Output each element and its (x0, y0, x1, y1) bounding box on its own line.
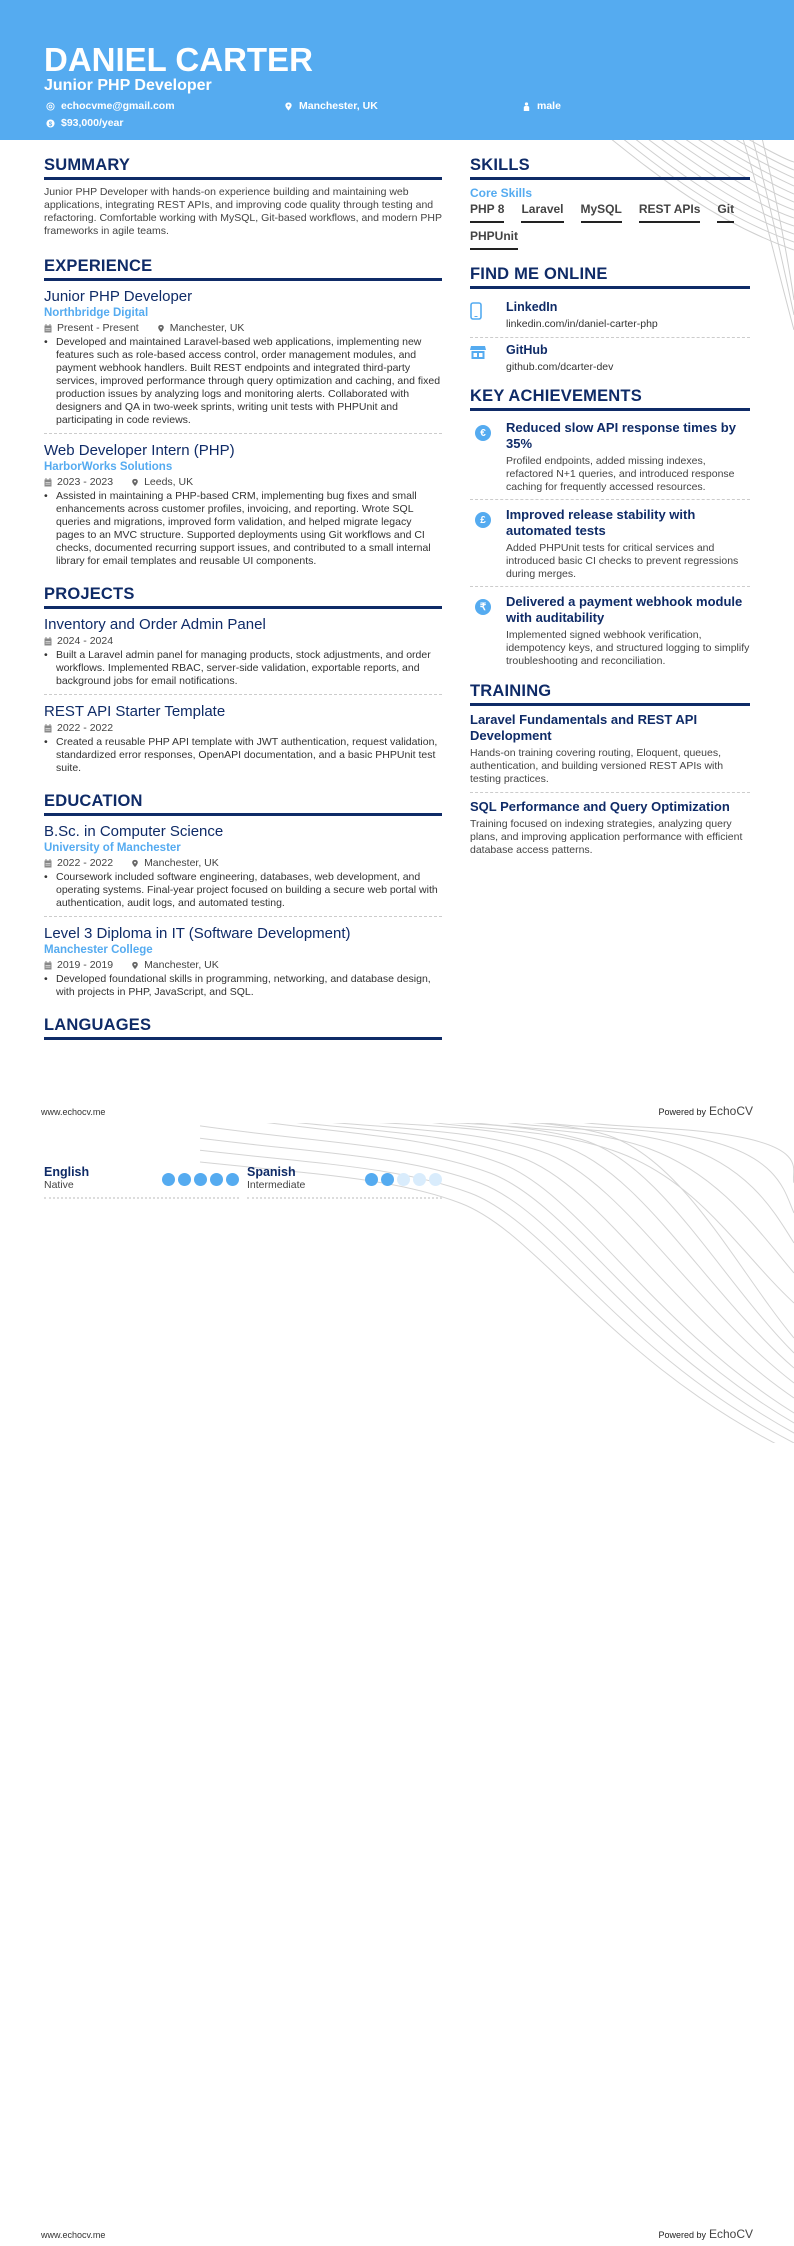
school-name: University of Manchester (44, 842, 181, 854)
language-name: Spanish (247, 1165, 296, 1179)
skill-tag: REST APIs (639, 202, 701, 223)
skill-tag: Laravel (521, 202, 563, 223)
resume-header (0, 0, 794, 140)
map-pin-icon (131, 478, 139, 487)
proficiency-dots (365, 1165, 442, 1186)
projects-section (44, 584, 442, 781)
brand-name: EchoCV (708, 2227, 753, 2241)
achievement-title: Reduced slow API response times by 35% (506, 420, 736, 451)
skill-tag: Git (717, 202, 734, 223)
money-icon (46, 119, 55, 128)
skills-subheading: Core Skills (470, 186, 533, 200)
training-desc: Hands-on training covering routing, Eloquent, queues, authentication, and building versioned REST APIs with testing practices. (470, 747, 724, 785)
project-entry (44, 702, 442, 781)
achievement-desc: Implemented signed webhook verification, idempotency keys, and structured logging to simplify troubleshooting and reconciliation. (506, 629, 750, 667)
contact-gender: male (522, 100, 561, 112)
achievement-desc: Profiled endpoints, added missing indexes, refactored N+1 queries, and introduced response caching for frequently accessed resources. (506, 455, 735, 493)
right-column (470, 155, 750, 869)
skill-tag: PHP 8 (470, 202, 504, 223)
training-title: SQL Performance and Query Optimization (470, 799, 730, 814)
summary-section (44, 155, 442, 238)
skills-list (470, 202, 750, 250)
calendar-icon (44, 859, 52, 868)
school-name: Manchester College (44, 944, 153, 956)
training-section (470, 681, 750, 863)
section-heading: TRAINING (470, 681, 750, 706)
company-name: Northbridge Digital (44, 307, 149, 319)
achievement-item (470, 504, 750, 587)
entry-bullet: • Created a reusable PHP API template with JWT authentication, request validation, standardized error responses, OpenAPI documentation, and a basic PHPUnit test suite. (44, 736, 438, 774)
section-heading: KEY ACHIEVEMENTS (470, 386, 750, 411)
skills-section (470, 155, 750, 250)
skill-tag: MySQL (581, 202, 622, 223)
powered-by: Powered by EchoCV (658, 1104, 753, 1118)
page-footer (41, 1104, 753, 1118)
powered-by: Powered by EchoCV (658, 2227, 753, 2241)
project-title: REST API Starter Template (44, 703, 226, 720)
online-link-github[interactable] (470, 338, 750, 380)
section-heading: SKILLS (470, 155, 750, 180)
entry-bullet: • Assisted in maintaining a PHP-based CRM, implementing bug fixes and small enhancements across customer profiles, invoicing, and reporting. Wrote SQL queries and migrations, improved form validation, and helped migrate legacy pages to an MVC structure. Supported deployments using Git workflows and CI checks, documented recurring support issues, and contributed to a small internal library for email templates and reusable UI components. (44, 490, 431, 567)
company-name: HarborWorks Solutions (44, 461, 173, 473)
calendar-icon (44, 724, 52, 733)
map-pin-icon (131, 961, 139, 970)
education-section (44, 791, 442, 1005)
proficiency-dots (162, 1165, 239, 1186)
entry-bullet: • Built a Laravel admin panel for managing products, stock adjustments, and order workflows. Implemented RBAC, server-side validation, exportable reports, and background jobs for email notifications. (44, 649, 431, 687)
section-heading: LANGUAGES (44, 1015, 442, 1040)
footer-url[interactable]: www.echocv.me (41, 2230, 106, 2240)
pound-icon: £ (475, 512, 491, 528)
summary-text: Junior PHP Developer with hands-on experience building and maintaining web applications, integrating REST APIs, and improving code quality through testing and refactoring. Comfortable working with MySQL, Git-based workflows, and modern PHP frameworks in agile teams. (44, 186, 442, 237)
candidate-title: Junior PHP Developer (44, 77, 212, 94)
contact-salary: $ $93,000/year (46, 117, 123, 129)
map-pin-icon (157, 324, 165, 333)
contact-location: Manchester, UK (284, 100, 378, 112)
section-heading: FIND ME ONLINE (470, 264, 750, 289)
entry-bullet: • Developed foundational skills in programming, networking, and database design, with projects in PHP, JavaScript, and SQL. (44, 973, 431, 998)
achievement-item (470, 591, 750, 673)
language-name: English (44, 1165, 90, 1179)
online-url[interactable]: linkedin.com/in/daniel-carter-php (506, 318, 658, 330)
brand-name: EchoCV (708, 1104, 753, 1118)
entry-meta: 2023 - 2023 Leeds, UK (44, 476, 442, 489)
calendar-icon (44, 324, 52, 333)
achievement-title: Delivered a payment webhook module with auditability (506, 594, 743, 625)
section-heading: SUMMARY (44, 155, 442, 180)
language-level: Intermediate (247, 1179, 306, 1191)
achievement-title: Improved release stability with automated tests (506, 507, 696, 538)
job-title: Web Developer Intern (PHP) (44, 442, 235, 459)
entry-meta: 2022 - 2022 Manchester, UK (44, 857, 442, 870)
calendar-icon (44, 478, 52, 487)
calendar-icon (44, 637, 52, 646)
phone-icon (470, 302, 482, 320)
online-label: LinkedIn (506, 300, 558, 314)
euro-icon: € (475, 425, 491, 441)
training-desc: Training focused on indexing strategies, analyzing query plans, and improving application performance with efficient database access patterns. (470, 818, 743, 856)
languages-section (44, 1015, 442, 1040)
experience-section (44, 256, 442, 574)
language-item (247, 1165, 442, 1199)
section-heading: PROJECTS (44, 584, 442, 609)
entry-meta: Present - Present Manchester, UK (44, 322, 442, 335)
map-pin-icon (131, 859, 139, 868)
language-level: Native (44, 1179, 74, 1191)
rupee-icon: ₹ (475, 599, 491, 615)
job-title: Junior PHP Developer (44, 288, 193, 305)
online-url[interactable]: github.com/dcarter-dev (506, 361, 614, 373)
entry-meta: 2022 - 2022 (44, 722, 442, 735)
degree-title: B.Sc. in Computer Science (44, 823, 224, 840)
entry-meta: 2024 - 2024 (44, 635, 442, 648)
online-section (470, 264, 750, 380)
achievement-desc: Added PHPUnit tests for critical services and introduced basic CI checks to prevent regressions during merges. (506, 542, 739, 580)
skill-tag: PHPUnit (470, 229, 518, 250)
language-item (44, 1165, 239, 1199)
education-entry (44, 924, 442, 1005)
entry-bullet: • Developed and maintained Laravel-based web applications, implementing new features such as role-based access control, order management modules, and payment webhook handlers. Built REST endpoints and integrated third-party services, improved performance through query optimization and caching, and fixed production issues by analyzing logs and monitoring alerts. Collaborated with designers and QA in two-week sprints, writing unit tests with PHPUnit and participating in code reviews. (44, 336, 441, 426)
svg-text:$: $ (48, 120, 53, 128)
section-heading: EDUCATION (44, 791, 442, 816)
calendar-icon (44, 961, 52, 970)
at-icon (46, 102, 55, 111)
candidate-name: DANIEL CARTER (44, 41, 313, 78)
achievements-section (470, 386, 750, 673)
languages-list (44, 1165, 442, 1199)
education-entry (44, 822, 442, 917)
entry-bullet: • Coursework included software engineering, databases, web development, and operating systems. Final-year project focused on building a secure web portal with authentication, audit logs, and automated testing. (44, 871, 438, 909)
footer-url[interactable]: www.echocv.me (41, 1107, 106, 1117)
entry-meta: 2019 - 2019 Manchester, UK (44, 959, 442, 972)
project-title: Inventory and Order Admin Panel (44, 616, 266, 633)
experience-entry (44, 287, 442, 434)
online-link-linkedin[interactable] (470, 295, 750, 338)
resume-page-2 (0, 1123, 794, 2246)
map-pin-icon (284, 102, 293, 111)
person-icon (522, 102, 531, 111)
project-entry (44, 615, 442, 695)
online-label: GitHub (506, 343, 548, 357)
training-title: Laravel Fundamentals and REST API Development (470, 712, 698, 743)
degree-title: Level 3 Diploma in IT (Software Development) (44, 925, 351, 942)
left-column (44, 155, 442, 1046)
store-icon (470, 345, 486, 360)
page-footer (41, 2227, 753, 2241)
experience-entry (44, 441, 442, 574)
training-item (470, 712, 750, 793)
contact-email[interactable]: echocvme@gmail.com (46, 100, 175, 112)
training-item (470, 799, 750, 863)
section-heading: EXPERIENCE (44, 256, 442, 281)
achievement-item (470, 417, 750, 500)
